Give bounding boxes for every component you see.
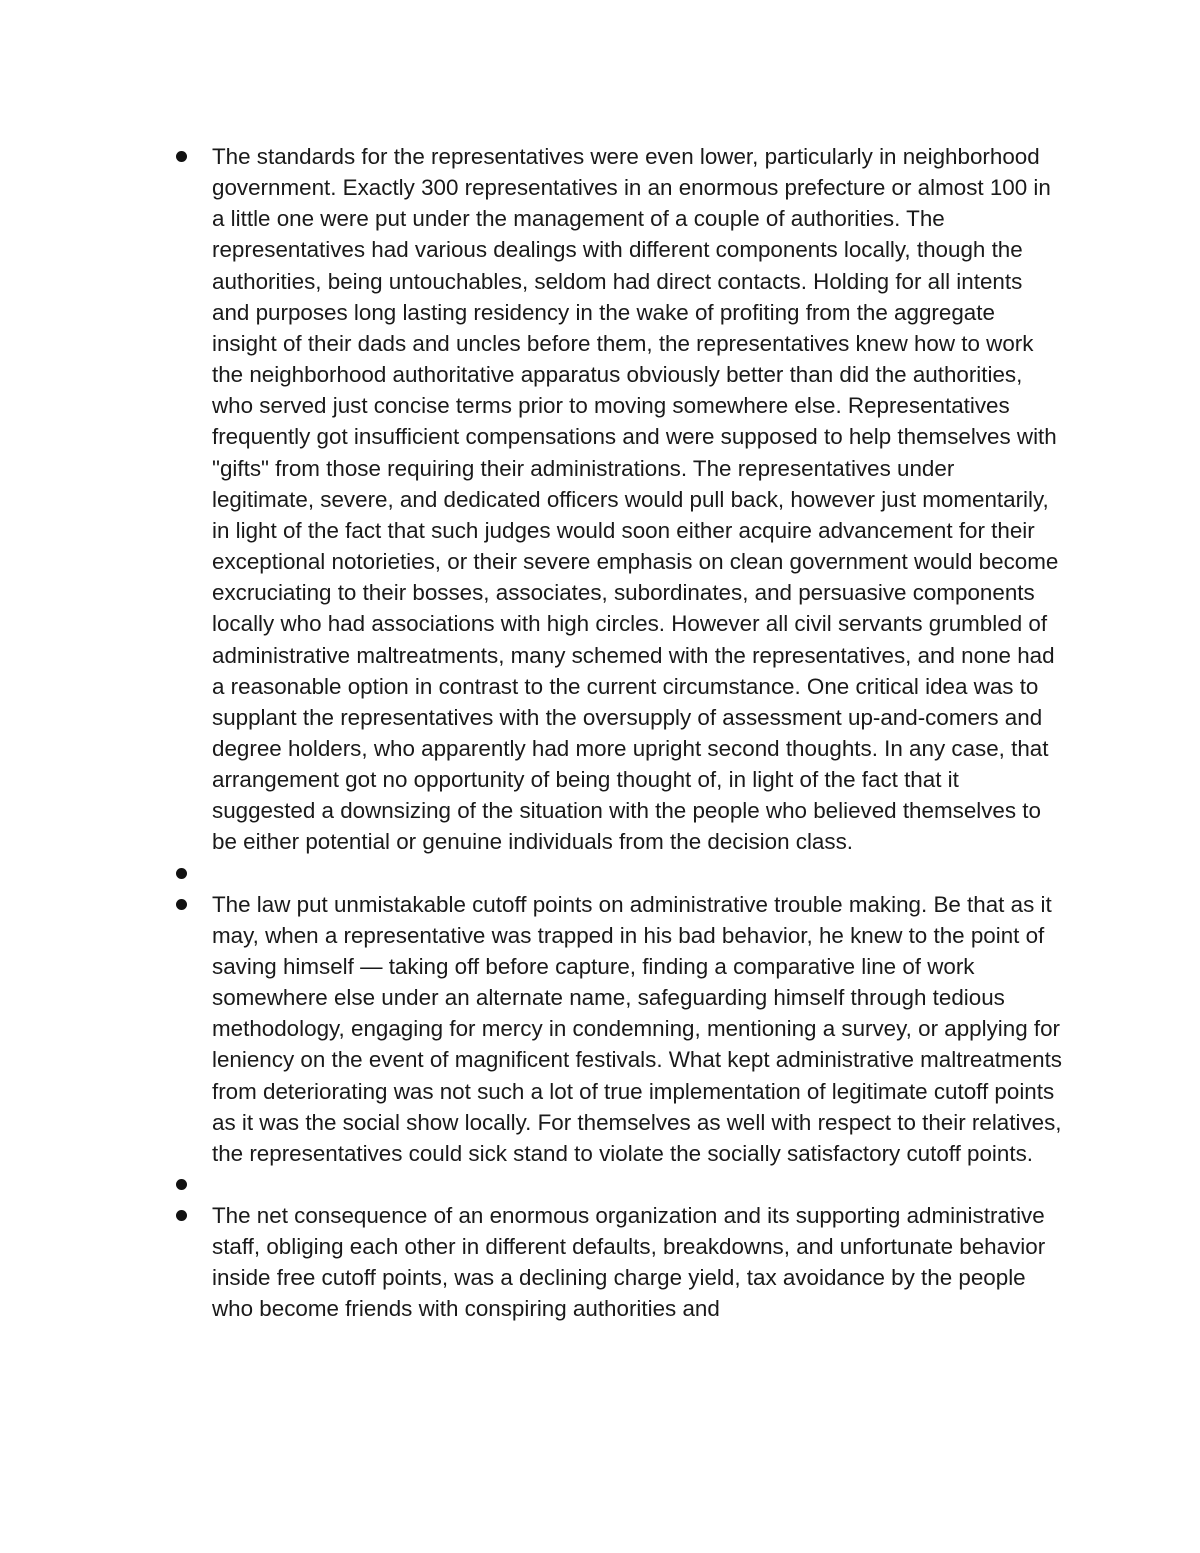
bullet-list bbox=[0, 141, 1200, 1325]
list-item bbox=[0, 889, 1062, 1169]
list-item bbox=[0, 1169, 1062, 1200]
list-item bbox=[0, 141, 1062, 858]
bullet-icon bbox=[176, 1210, 187, 1221]
bullet-icon bbox=[176, 151, 187, 162]
list-item bbox=[0, 858, 1062, 889]
paragraph-text: The net consequence of an enormous organization and its supporting administrative staff, obliging each other in different defaults, breakdowns, and unfortunate behavior inside free cutoff points, was a declining charge yield, tax avoidance by the people who become friends with conspiring authorities and bbox=[212, 1203, 1046, 1322]
bullet-icon bbox=[176, 899, 187, 910]
list-item bbox=[0, 1200, 1062, 1325]
paragraph-text: The law put unmistakable cutoff points on administrative trouble making. Be that as it may, when a representative was trapped in his bad behavior, he knew to the point of saving himself — taking off before capture, finding a comparative line of work somewhere else under an alternate name, safeguarding himself through tedious methodology, engaging for mercy in condemning, mentioning a survey, or applying for leniency on the event of magnificent festivals. What kept administrative maltreatments from deteriorating was not such a lot of true implementation of legitimate cutoff points as it was the social show locally. For themselves as well with respect to their relatives, the representatives could sick stand to violate the socially satisfactory cutoff points. bbox=[212, 891, 1063, 1166]
paragraph-text: The standards for the representatives were even lower, particularly in neighborhood government. Exactly 300 representatives in an enormous prefecture or almost 100 in a little one were put under the management of a couple of authorities. The representatives had various dealings with different components locally, though the authorities, being untouchables, seldom had direct contacts. Holding for all intents and purposes long lasting residency in the wake of profiting from the aggregate insight of their dads and uncles before them, the representatives knew how to work the neighborhood authoritative apparatus obviously better than did the authorities, who served just concise terms prior to moving somewhere else. Representatives frequently got insufficient compensations and were supposed to help themselves with "gifts" from those requiring their administrations. The representatives under legitimate, severe, and dedicated officers would pull back, however just momentarily, in light of the fact that such judges would soon either acquire advancement for their exceptional notorieties, or their severe emphasis on clean government would become excruciating to their bosses, associates, subordinates, and persuasive components locally who had associations with high circles. However all civil servants grumbled of administrative maltreatments, many schemed with the representatives, and none had a reasonable option in contrast to the current circumstance. One critical idea was to supplant the representatives with the oversupply of assessment up-and-comers and degree holders, who apparently had more upright second thoughts. In any case, that arrangement got no opportunity of being thought of, in light of the fact that it suggested a downsizing of the situation with the people who believed themselves to be either potential or genuine individuals from the decision class. bbox=[212, 144, 1059, 855]
bullet-icon bbox=[176, 868, 187, 879]
bullet-icon bbox=[176, 1179, 187, 1190]
